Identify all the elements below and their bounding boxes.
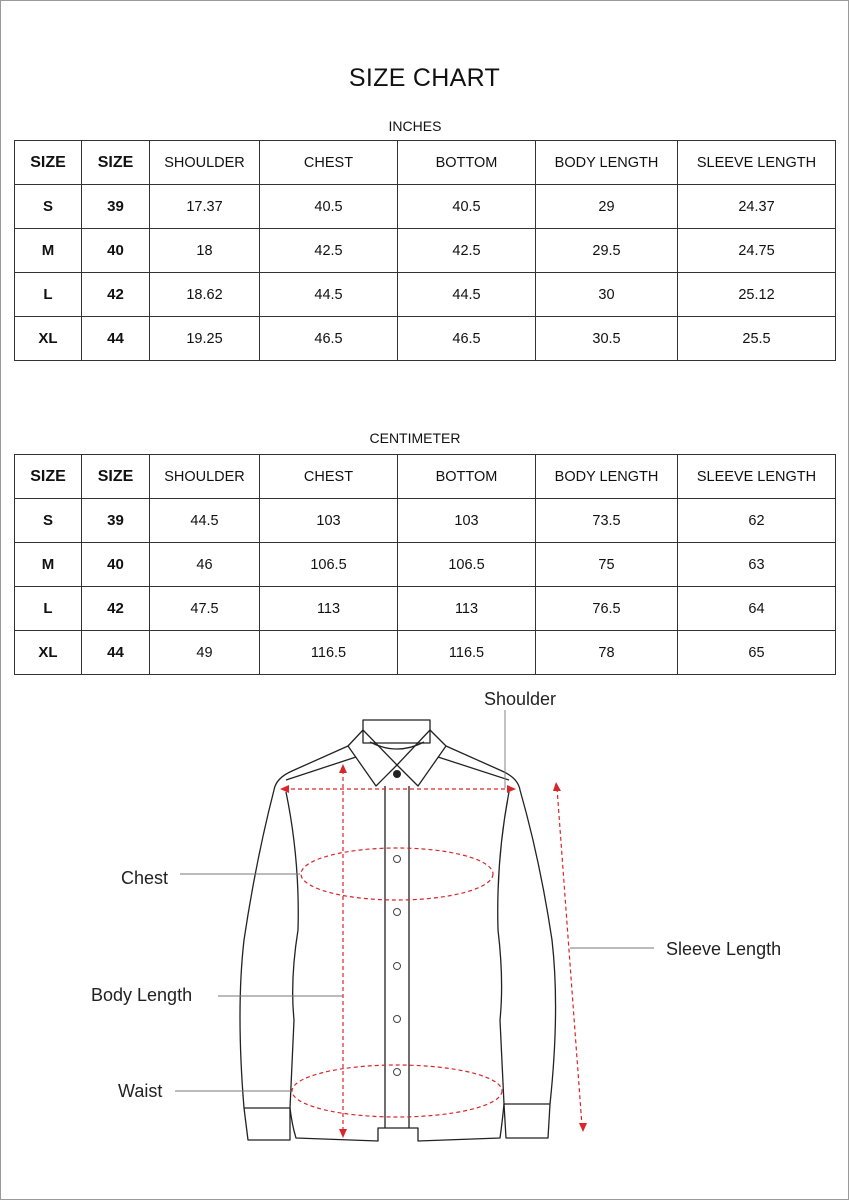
- header-cell: CHEST: [260, 141, 398, 185]
- right-sleeve-inner: [498, 792, 509, 1104]
- right-yoke-seam: [438, 757, 509, 780]
- table-cell: 49: [150, 631, 260, 675]
- table-cell: 44.5: [398, 273, 536, 317]
- table-cell: 17.37: [150, 185, 260, 229]
- table-row: [15, 273, 836, 317]
- table-cell: 39: [82, 185, 150, 229]
- table-cell: 42.5: [260, 229, 398, 273]
- table-cell: S: [15, 185, 82, 229]
- table-cell: 64: [678, 587, 836, 631]
- collar-left: [348, 730, 397, 786]
- table-cell: 18: [150, 229, 260, 273]
- table-cell: 106.5: [260, 543, 398, 587]
- arrowhead-icon: [507, 785, 516, 793]
- left-sleeve-inner: [286, 792, 298, 1108]
- arrowhead-icon: [553, 782, 561, 791]
- table-cell: 18.62: [150, 273, 260, 317]
- table-cell: 113: [398, 587, 536, 631]
- table-cell: XL: [15, 317, 82, 361]
- table-row: [15, 185, 836, 229]
- table-cell: 39: [82, 499, 150, 543]
- table-cell: 40.5: [398, 185, 536, 229]
- table-cell: L: [15, 273, 82, 317]
- table-cell: 24.37: [678, 185, 836, 229]
- table-cell: 25.5: [678, 317, 836, 361]
- table-cell: 106.5: [398, 543, 536, 587]
- header-cell: BODY LENGTH: [536, 141, 678, 185]
- table-cell: 46.5: [398, 317, 536, 361]
- button: [394, 1016, 401, 1023]
- header-cell: SIZE: [82, 141, 150, 185]
- table-row: [15, 229, 836, 273]
- table-cell: 76.5: [536, 587, 678, 631]
- button: [394, 1069, 401, 1076]
- table-cell: 116.5: [260, 631, 398, 675]
- page-title: SIZE CHART: [348, 64, 501, 92]
- table-cell: 44: [82, 631, 150, 675]
- table-header-row: [15, 141, 836, 185]
- table-row: [15, 543, 836, 587]
- table-cell: 46: [150, 543, 260, 587]
- table-cell: 30: [536, 273, 678, 317]
- table-cell: 30.5: [536, 317, 678, 361]
- arrowhead-icon: [280, 785, 289, 793]
- table-cell: 116.5: [398, 631, 536, 675]
- shoulder-label: Shoulder: [484, 689, 557, 709]
- table-cell: 40: [82, 543, 150, 587]
- table-cell: 42.5: [398, 229, 536, 273]
- table-cell: 29: [536, 185, 678, 229]
- table-cell: 103: [260, 499, 398, 543]
- waist-label: Waist: [118, 1081, 163, 1101]
- table-cell: L: [15, 587, 82, 631]
- table-cell: 78: [536, 631, 678, 675]
- table-row: [15, 317, 836, 361]
- header-cell: SHOULDER: [150, 455, 260, 499]
- body-length-label: Body Length: [91, 985, 193, 1005]
- header-cell: SIZE: [15, 455, 82, 499]
- header-cell: CHEST: [260, 455, 398, 499]
- measurement-guides: [284, 770, 582, 1132]
- table-row: [15, 631, 836, 675]
- table-cell: 42: [82, 587, 150, 631]
- button: [394, 963, 401, 970]
- table-cell: 29.5: [536, 229, 678, 273]
- arrowhead-icon: [339, 1129, 347, 1138]
- table-cell: 40: [82, 229, 150, 273]
- table-cell: 113: [260, 587, 398, 631]
- table-cell: 42: [82, 273, 150, 317]
- table-cell: 44: [82, 317, 150, 361]
- table-cell: S: [15, 499, 82, 543]
- centimeter-table: [14, 454, 836, 675]
- table-cell: 62: [678, 499, 836, 543]
- table-header-row: [15, 455, 836, 499]
- table-cell: 103: [398, 499, 536, 543]
- right-sleeve-outer: [520, 790, 556, 1104]
- table-row: [15, 499, 836, 543]
- table-cell: 73.5: [536, 499, 678, 543]
- left-shoulder: [274, 746, 348, 790]
- right-shoulder: [446, 746, 520, 790]
- collar-button: [393, 770, 401, 778]
- placket-buttons: [394, 856, 401, 1076]
- header-cell: SIZE: [82, 455, 150, 499]
- button: [394, 856, 401, 863]
- measurement-arrowheads: [280, 764, 587, 1138]
- right-cuff: [504, 1104, 550, 1138]
- arrowhead-icon: [339, 764, 347, 773]
- table-row: [15, 587, 836, 631]
- left-sleeve-outer: [240, 790, 274, 1108]
- header-cell: BOTTOM: [398, 455, 536, 499]
- collar-right: [397, 730, 446, 786]
- inches-table-title: INCHES: [388, 118, 442, 134]
- inches-table: [14, 140, 836, 361]
- table-cell: XL: [15, 631, 82, 675]
- arrowhead-icon: [579, 1123, 587, 1132]
- sleeve-length-measure-line: [557, 788, 582, 1126]
- button: [394, 909, 401, 916]
- table-cell: 75: [536, 543, 678, 587]
- table-cell: 25.12: [678, 273, 836, 317]
- centimeter-table-title: CENTIMETER: [369, 430, 461, 446]
- table-cell: 63: [678, 543, 836, 587]
- leader-lines: [175, 710, 654, 1091]
- sleeve-length-label: Sleeve Length: [666, 939, 782, 959]
- table-cell: 44.5: [150, 499, 260, 543]
- shirt-measurement-diagram: [0, 680, 849, 1200]
- table-cell: 47.5: [150, 587, 260, 631]
- table-cell: 46.5: [260, 317, 398, 361]
- shirt-outline: [240, 720, 556, 1141]
- table-cell: 19.25: [150, 317, 260, 361]
- header-cell: SLEEVE LENGTH: [678, 141, 836, 185]
- table-cell: 40.5: [260, 185, 398, 229]
- header-cell: SIZE: [15, 141, 82, 185]
- diagram-labels: [91, 689, 781, 1101]
- table-cell: 24.75: [678, 229, 836, 273]
- header-cell: BODY LENGTH: [536, 455, 678, 499]
- header-cell: BOTTOM: [398, 141, 536, 185]
- header-cell: SHOULDER: [150, 141, 260, 185]
- table-cell: M: [15, 543, 82, 587]
- table-cell: 65: [678, 631, 836, 675]
- chest-label: Chest: [121, 868, 169, 888]
- table-cell: M: [15, 229, 82, 273]
- left-cuff: [244, 1108, 290, 1140]
- table-cell: 44.5: [260, 273, 398, 317]
- header-cell: SLEEVE LENGTH: [678, 455, 836, 499]
